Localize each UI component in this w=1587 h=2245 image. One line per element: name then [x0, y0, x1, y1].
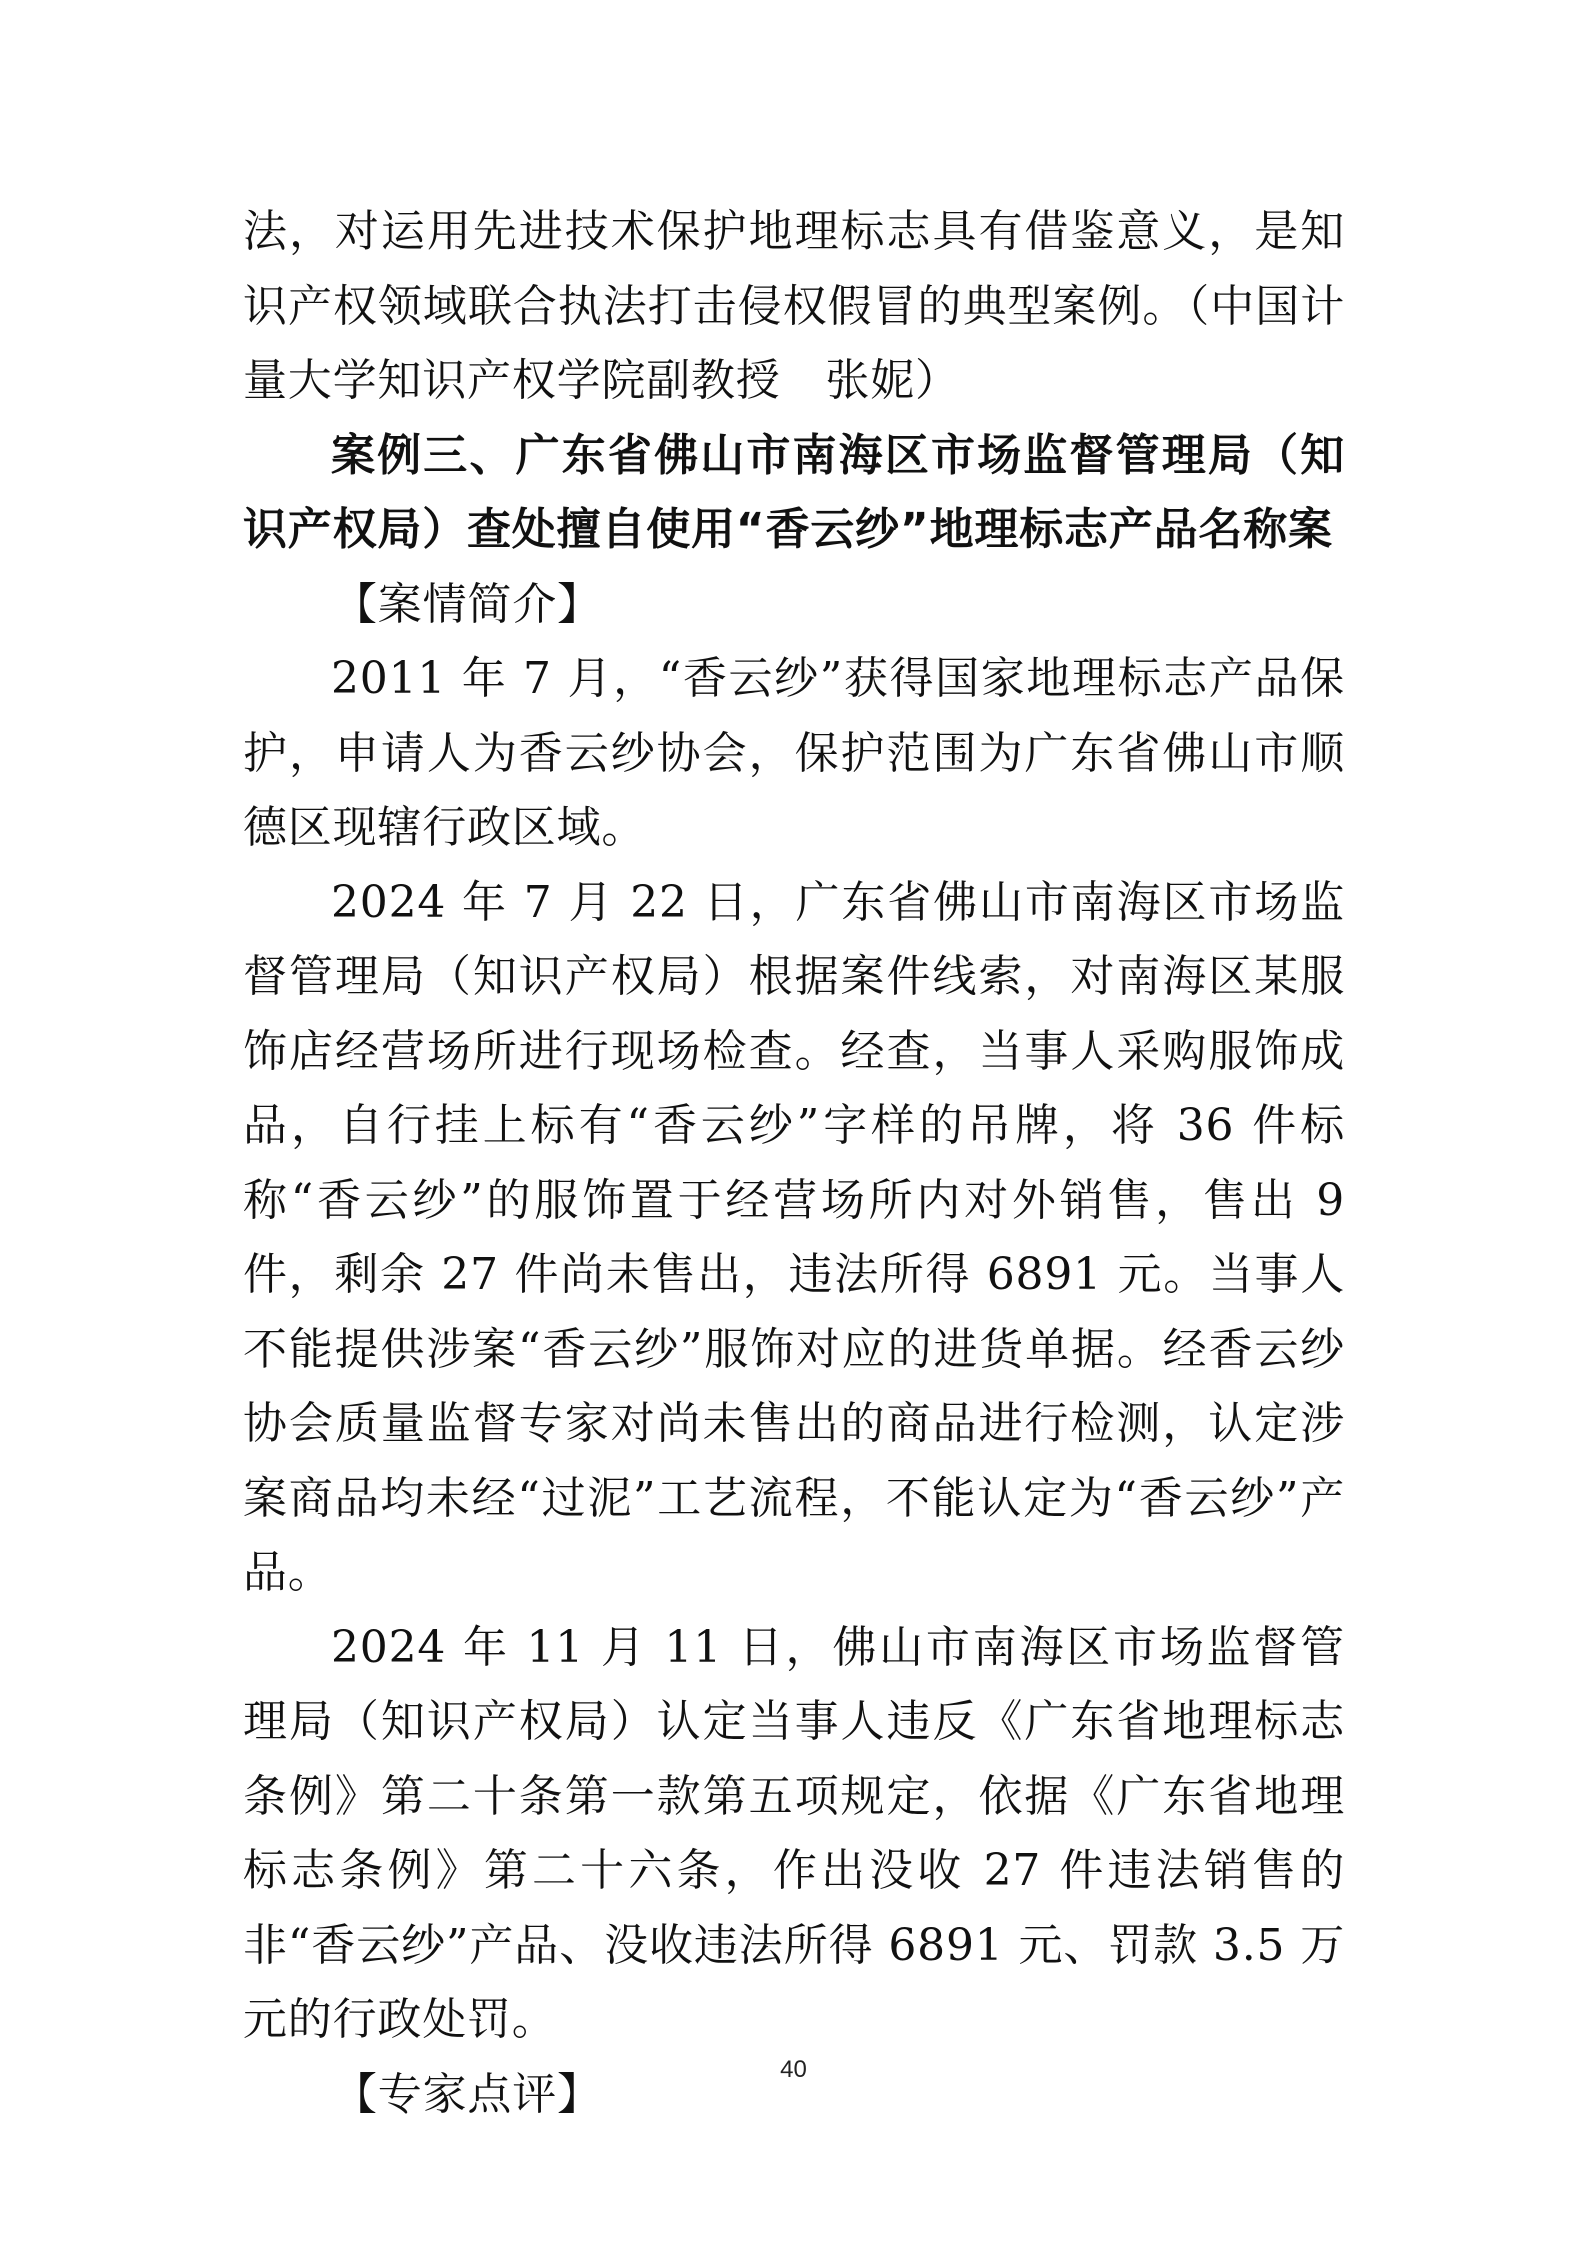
case-summary-label: 【案情简介】	[333, 578, 602, 630]
page-number: 40	[780, 2056, 807, 2083]
page-content	[243, 195, 1345, 2132]
case-paragraph-2: 2024 年 7 月 22 日，广东省佛山市南海区市场监督管理局（知识产权局）根据案件线索，对南海区某服饰店经营场所进行现场检查。经查，当事人采购服饰成品，自行挂上标有“香云纱”字样的吊牌，将 36 件标称“香云纱”的服饰置于经营场所内对外销售，售出 9 件，剩余 27 件尚未售出，违法所得 6891 元。当事人不能提供涉案“香云纱”服饰对应的进货单据。经香云纱协会质量监督专家对尚未售出的商品进行检测，认定涉案商品均未经“过泥”工艺流程，不能认定为“香云纱”产品。	[243, 876, 1345, 1598]
continuation-paragraph: 法，对运用先进技术保护地理标志具有借鉴意义，是知识产权领域联合执法打击侵权假冒的典型案例。（中国计量大学知识产权学院副教授 张妮）	[243, 206, 1345, 406]
case-paragraph-1: 2011 年 7 月，“香云纱”获得国家地理标志产品保护，申请人为香云纱协会，保护范围为广东省佛山市顺德区现辖行政区域。	[243, 653, 1345, 853]
case-three-title: 案例三、广东省佛山市南海区市场监督管理局（知识产权局）查处擅自使用“香云纱”地理标志产品名称案	[243, 429, 1345, 555]
expert-comment-label: 【专家点评】	[333, 2068, 602, 2120]
case-paragraph-3: 2024 年 11 月 11 日，佛山市南海区市场监督管理局（知识产权局）认定当事人违反《广东省地理标志条例》第二十条第一款第五项规定，依据《广东省地理标志条例》第二十六条，作出没收 27 件违法销售的非“香云纱”产品、没收违法所得 6891 元、罚款 3.5 万元的行政处罚。	[243, 1621, 1345, 2045]
